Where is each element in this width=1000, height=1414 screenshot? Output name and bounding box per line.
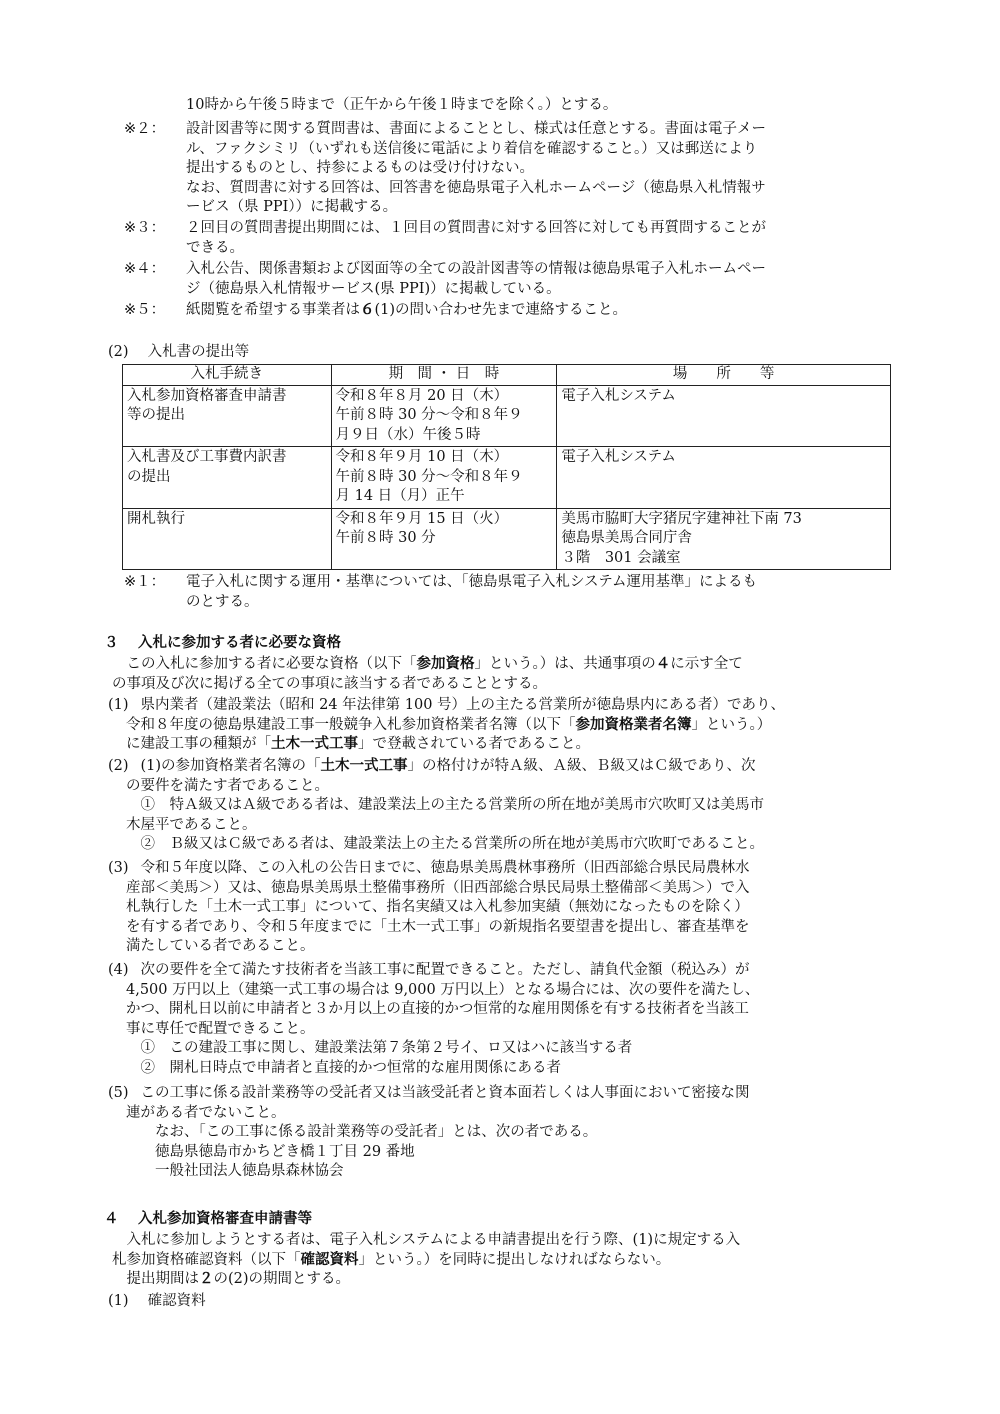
section-3-heading: ３ 入札に参加する者に必要な資格 — [104, 635, 342, 651]
table-header-cell: 期 間 ・ 日 時 — [331, 365, 557, 386]
table-row — [123, 447, 891, 509]
table-header-row — [123, 365, 891, 386]
section-4-sub-1: (1) 確認資料 — [108, 1293, 206, 1309]
table-cell-period: 令和８年８月 20 日（木） 午前８時 30 分～令和８年９ 月９日（水）午後５時 — [331, 385, 557, 447]
table-cell-procedure: 開札執行 — [123, 508, 332, 570]
table-cell-place: 電子入札システム — [557, 447, 891, 509]
table-cell-procedure: 入札書及び工事費内訳書 の提出 — [123, 447, 332, 509]
section-4-body: 入札に参加しようとする者は、電子入札システムによる申請書提出を行う際、(1)に規定する入 札参加資格確認資料（以下「確認資料」という。）を同時に提出しなければならない。 提出期間は２の(2)の期間とする。 — [112, 1232, 741, 1287]
table-row — [123, 508, 891, 570]
table-cell-place: 電子入札システム — [557, 385, 891, 447]
table-row — [123, 385, 891, 447]
table-header-cell: 場 所 等 — [557, 365, 891, 386]
submission-schedule-table — [122, 364, 891, 570]
section-3-intro: この入札に参加する者に必要な資格（以下「参加資格」という。）は、共通事項の４に示す全て の事項及び次に掲げる全ての事項に該当する者であることとする。 — [112, 656, 743, 692]
table-cell-place: 美馬市脇町大字猪尻字建神社下南 73 徳島県美馬合同庁舎 ３階 301 会議室 — [557, 508, 891, 570]
top-continuation-line: 10時から午後５時まで（正午から午後１時までを除く。）とする。 — [186, 97, 618, 113]
table-cell-period: 令和８年９月 10 日（木） 午前８時 30 分～令和８年９ 月 14 日（月）正午 — [331, 447, 557, 509]
document-page: 10時から午後５時まで（正午から午後１時までを除く。）とする。 ※２： 設計図書等に関する質問書は、書面によることとし、様式は任意とする。書面は電子メー ル、ファクシミリ（いずれも送信後に電話により着信を確認すること。）又は郵送により 提出するものとし、持参によるものは受け付けない。 なお、質問書に対する回答は、回答書を徳島県電子入札ホームページ（徳島県入札情報サ ービス（県 PPI））に掲載する。 ※３： ２回目の質問書提出期間には、１回目の質問書に対する回答に対しても再質問することが できる。 ※４： 入札公告、関係書類および図面等の全ての設計図書等の情報は徳島県電子入札ホームペー ジ（徳島県入札情報サービス(県 PPI)）に掲載している。 ※５： 紙閲覧を希望する事業者は６(1)の問い合わせ先まで連絡すること。 (2) 入札書の提出等 入札手続き 期 間 ・ 日 時 場 所 等 入札参加資格審査申請書 等の提出 令和８年８月 20 日（木） 午前８時 30 分～令和８年９ 月９日（水）午後５時 電子入札システム 入札書及び工事費内訳書 の提出 令和８年９月 10 日（木） 午前８時 30 分～令和８年９ 月 14 日（月）正午 電子入札システム 開札執行 令和８年９月 15 日（火） 午前８時 30 分 美馬市脇町大字猪尻字建神社下南 73 徳島県美馬合同庁舎 ３階 301 会議室 ※１： 電子入札に関する運用・基準については、「徳島県電子入札システム運用基準」によるも のとする。 ３ 入札に参加する者に必要な資格 この入札に参加する者に必要な資格（以下「参加資格」という。）は、共通事項の４に示す全て の事項及び次に掲げる全ての事項に該当する者であることとする。 (1) 県内業者（建設業法（昭和 24 年法律第 100 号）上の主たる営業所が徳島県内にある者）であり、 令和８年度の徳島県建設工事一般競争入札参加資格業者名簿（以下「参加資格業者名簿」という。） に建設工事の種類が「土木一式工事」で登載されている者であること。 (2) (1)の参加資格業者名簿の「土木一式工事」の格付けが特Ａ級、Ａ級、Ｂ級又はＣ級であり、次 の要件を満たす者であること。 ① 特Ａ級又はＡ級である者は、建設業法上の主たる営業所の所在地が美馬市穴吹町又は美馬市 木屋平であること。 ② Ｂ級又はＣ級である者は、建設業法上の主たる営業所の所在地が美馬市穴吹町であること。 (3) 令和５年度以降、この入札の公告日までに、徳島県美馬農林事務所（旧西部総合県民局農林水 産部＜美馬＞）又は、徳島県美馬県土整備事務所（旧西部総合県民局県土整備部＜美馬＞）で入 札執行した「土木一式工事」について、指名実績又は入札参加実績（無効になったものを除く） を有する者であり、令和５年度までに「土木一式工事」の新規指名要望書を提出し、審査基準を 満たしている者であること。 (4) 次の要件を全て満たす技術者を当該工事に配置できること。ただし、請負代金額（税込み）が 4,500 万円以上（建築一式工事の場合は 9,000 万円以上）となる場合には、次の要件を満たし、 かつ、開札日以前に申請者と３か月以上の直接的かつ恒常的な雇用関係を有する技術者を当該工 事に専任で配置できること。 ① この建設工事に関し、建設業法第７条第２号イ、ロ又はハに該当する者 ② 開札日時点で申請者と直接的かつ恒常的な雇用関係にある者 (5) この工事に係る設計業務等の受託者又は当該受託者と資本面若しくは人事面において密接な関 連がある者でないこと。 なお、「この工事に係る設計業務等の受託者」とは、次の者である。 徳島県徳島市かちどき橋１丁目 29 番地 一般社団法人徳島県森林協会 ４ 入札参加資格審査申請書等 入札に参加しようとする者は、電子入札システムによる申請書提出を行う際、(1)に規定する入 札参加資格確認資料（以下「確認資料」という。）を同時に提出しなければならない。 提出期間は２の(2)の期間とする。 (1) 確認資料 — [0, 0, 1000, 1414]
table-cell-period: 令和８年９月 15 日（火） 午前８時 30 分 — [331, 508, 557, 570]
table-cell-procedure: 入札参加資格審査申請書 等の提出 — [123, 385, 332, 447]
table-header-cell: 入札手続き — [123, 365, 332, 386]
subsection-heading-2-2: (2) 入札書の提出等 — [108, 344, 250, 360]
section-4-heading: ４ 入札参加資格審査申請書等 — [104, 1211, 313, 1227]
note-5-text: 紙閲覧を希望する事業者は６(1)の問い合わせ先まで連絡すること。 — [186, 302, 628, 318]
